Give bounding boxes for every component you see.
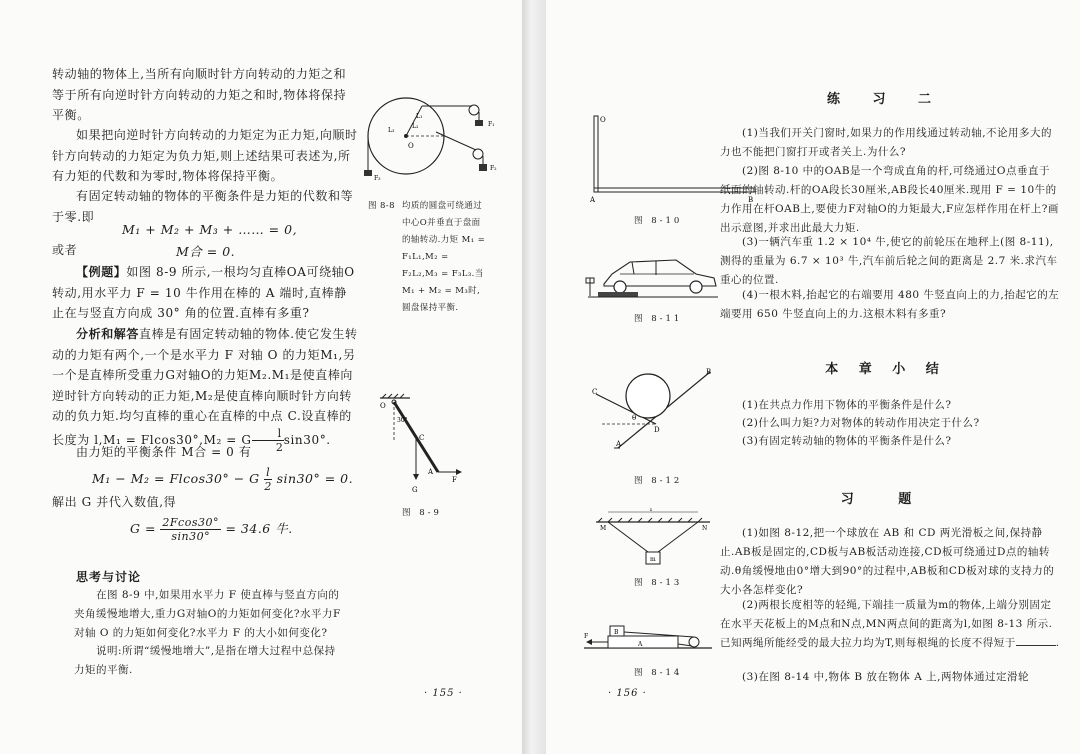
exercises-title: 习 题 — [840, 492, 932, 507]
equation-moment-sum: M₁ + M₂ + M₃ + …… = 0, — [122, 222, 298, 237]
figure-8-9 — [372, 392, 472, 496]
fig88-label-o: O — [408, 142, 414, 150]
figure-8-11-caption: 图 8-11 — [634, 314, 683, 324]
figure-8-13 — [594, 508, 714, 568]
fraction-2fcos-over-sin: $\frac{2Fcos30^\circ}{\sin 30^\circ}$ — [162, 516, 219, 543]
figure-8-9-caption: 图 8-9 — [402, 508, 442, 518]
analysis-text: 直棒是有固定转动轴的物体.使它发生转动的力矩有两个,一个是水平力 F 对轴 O 的力矩M₁,另一个是直棒所受重力G对轴O的力矩M₂.M₁是使直棒向逆时针方向转动的正力矩,M₂是使直棒向顺时针方向转动的负力矩.均匀直棒的重心在直棒的中点 C.设直棒的长度为 l,M₁ = Flcos30°,M₂ = G — [52, 327, 358, 447]
fig88-label-f1: F₁ — [488, 121, 495, 128]
figure-8-8 — [364, 92, 504, 192]
analysis-label: 分析和解答 — [76, 327, 140, 341]
fig814-label-f: F — [584, 633, 589, 640]
fig814-label-a: A — [638, 641, 643, 648]
fig88-label-f3: F₃ — [374, 175, 381, 182]
example-label: 【例题】 — [76, 265, 127, 279]
fig813-label-l: l — [650, 508, 652, 513]
exercise-q2: (2)两根长度相等的轻绳,下端挂一质量为m的物体,上端分别固定在水平天花板上的M点和N点,MN两点间的距离为l,如图 8-13 所示.已知两绳所能经受的最大拉力均为T,则每根绳的长度不得短于 — [720, 599, 1053, 649]
fig810-label-o: O — [600, 116, 606, 124]
figure-8-14 — [582, 618, 718, 654]
figure-8-12 — [590, 364, 720, 454]
figure-8-12-caption: 图 8-12 — [634, 476, 683, 486]
right-page — [546, 0, 1080, 754]
exercise-2-title: 练 习 二 — [826, 92, 946, 107]
fig89-label-o: O — [380, 402, 386, 410]
fraction-l-over-2: $\frac{l}{2}$ — [252, 427, 284, 454]
figure-8-13-caption: 图 8-13 — [634, 578, 683, 588]
fig88-label-l2: L₂ — [412, 123, 419, 130]
fig89-label-c: C — [419, 434, 425, 442]
answer-blank — [1016, 645, 1056, 646]
figure-8-10-caption: 图 8-10 — [634, 216, 683, 226]
fig812-label-c: C — [592, 388, 598, 396]
paragraph-equilibrium-condition: 有固定转动轴的物体的平衡条件是力矩的代数和等于零.即 — [52, 189, 354, 224]
exercise-2-q1: (1)当我们开关门窗时,如果力的作用线通过转动轴,不论用多大的力也不能把门窗打开或者关上.为什么? — [720, 127, 1053, 158]
figure-8-8-caption: 均质的圆盘可绕通过中心O并垂直于盘面的轴转动.力矩 M₁ = F₁L₁,M₂ = F₂L₂,M₃ = F₃L₃.当 M₁ + M₂ = M₃时,圆盘保持平衡. — [402, 201, 486, 313]
exercise-q2-paragraph: (2)两根长度相等的轻绳,下端挂一质量为m的物体,上端分别固定在水平天花板上的M点和N点,MN两点间的距离为l,如图 8-13 所示.已知两绳所能经受的最大拉力均为T,则每根绳的长度不得短于 . — [720, 599, 1060, 649]
fig812-label-b: B — [706, 368, 712, 376]
fig88-label-l1: L₁ — [416, 113, 423, 120]
example-text: 如图 8-9 所示,一根均匀直棒OA可绕轴O转动,用水平力 F = 10 牛作用在棒的 A 端时,直棒静止在与竖直方向成 30° 角的位置.直棒有多重? — [52, 265, 355, 320]
book-gutter — [522, 0, 546, 754]
exercise-2-q2: (2)图 8-10 中的OAB是一个弯成直角的杆,可绕通过O点垂直于纸面的轴转动.杆的OA段长30厘米,AB段长40厘米.现用 F = 10牛的力作用在杆OAB上,要使力F对轴O的力矩最大,F应怎样作用在杆上?画出示意图,并求出此最大力矩. — [720, 165, 1059, 234]
fig88-label-f2: F₂ — [490, 165, 497, 172]
fig812-label-theta: θ — [632, 414, 637, 422]
figure-8-14-caption: 图 8-14 — [634, 668, 683, 678]
think-discuss-title: 思考与讨论 — [76, 570, 142, 584]
figure-8-8-label: 图 8-8 — [368, 201, 395, 211]
equation-net-moment: M合 = 0. — [176, 244, 236, 259]
summary-item-2: (2)什么叫力矩?力对物体的转动作用决定于什么? — [742, 417, 980, 429]
fig814-label-b: B — [614, 629, 619, 636]
fig88-label-l3: L₃ — [388, 127, 395, 134]
fig810-label-a: A — [590, 196, 596, 204]
summary-item-3: (3)有固定转动轴的物体的平衡条件是什么? — [742, 435, 952, 447]
paragraph-sign-convention: 如果把向逆时针方向转动的力矩定为正力矩,向顺时针方向转动的力矩定为负力矩,则上述结果可表述为,所有力矩的代数和为零时,物体将保持平衡。 — [52, 128, 358, 183]
analysis-paragraph: 分析和解答直棒是有固定转动轴的物体.使它发生转动的力矩有两个,一个是水平力 F 对轴 O 的力矩M₁,另一个是直棒所受重力G对轴O的力矩M₂.M₁是使直棒向逆时针方向转动的正力矩,M₂是使直棒向顺时针方向转动的负力矩.均匀直棒的重心在直棒的中点 C.设直棒的长度为 l,M₁ = Flcos30°,M₂ = G $\frac{l}{2}$ sin30°. — [52, 327, 358, 454]
page-number-156: · 156 · — [608, 688, 647, 699]
fig813-label-n: N — [702, 525, 708, 532]
equation-moment-balance: M₁ − M₂ = Flcos30° − G $\frac{l}{2}$ sin30° = 0. — [92, 466, 354, 493]
page-number-155: · 155 · — [424, 688, 463, 699]
exercise-q3: (3)在图 8-14 中,物体 B 放在物体 A 上,两物体通过定滑轮 — [742, 671, 1029, 683]
think-discuss-note: 说明:所谓“缓慢地增大”,是指在增大过程中总保持力矩的平衡. — [74, 645, 336, 676]
fig810-label-b: B — [748, 196, 754, 204]
fig89-label-g: G — [412, 486, 418, 494]
exercise-2-q3: (3)一辆汽车重 1.2 × 10⁴ 牛,使它的前轮压在地秤上(图 8-11),测得的重量为 6.7 × 10³ 牛,汽车前后轮之间的距离是 2.7 米.求汽车重心的位置. — [720, 236, 1058, 286]
fig812-label-a: A — [616, 440, 622, 448]
fig813-label-mass: m — [650, 556, 656, 563]
solve-line: 解出 G 并代入数值,得 — [52, 495, 177, 509]
fig813-label-m: M — [600, 525, 607, 532]
paragraph-moment-equilibrium: 转动轴的物体上,当所有向顺时针方向转动的力矩之和等于所有向逆时针方向转动的力矩之和时,物体将保持平衡。 — [52, 67, 347, 122]
exercise-2-q4: (4)一根木料,抬起它的右端要用 480 牛竖直向上的力,抬起它的左端要用 650 牛竖直向上的力.这根木料有多重? — [720, 289, 1060, 320]
fig89-label-angle: 30° — [397, 417, 408, 424]
fraction-l-over-2: $\frac{l}{2}$ — [264, 466, 272, 493]
exercise-q1: (1)如图 8-12,把一个球放在 AB 和 CD 两光滑板之间,保持静止.AB板是固定的,CD板与AB板活动连接,CD板可绕通过D点的轴转动.θ角缓慢地由0°增大到90°的过程中,AB板和CD板对球的支持力的大小各怎样变化? — [720, 527, 1055, 596]
text-or: 或者 — [52, 243, 78, 257]
summary-item-1: (1)在共点力作用下物体的平衡条件是什么? — [742, 399, 952, 411]
chapter-summary-title: 本 章 小 结 — [825, 362, 947, 377]
balance-line: 由力矩的平衡条件 M合 = 0 有 — [76, 445, 252, 459]
fig89-label-f: F — [452, 476, 457, 484]
figure-8-11 — [584, 248, 720, 300]
fig89-label-a: A — [428, 468, 434, 476]
left-page — [0, 0, 522, 754]
fig812-label-d: D — [654, 426, 660, 434]
example-paragraph — [52, 262, 358, 324]
think-discuss-text: 在图 8-9 中,如果用水平力 F 使直棒与竖直方向的夹角缓慢地增大,重力G对轴O的力矩如何变化?水平力F 对轴 O 的力矩如何变化?水平力 F 的大小如何变化? — [74, 589, 341, 639]
equation-weight-result: G = $\frac{2Fcos30^\circ}{\sin 30^\circ}$ = 34.6 牛. — [130, 516, 293, 543]
